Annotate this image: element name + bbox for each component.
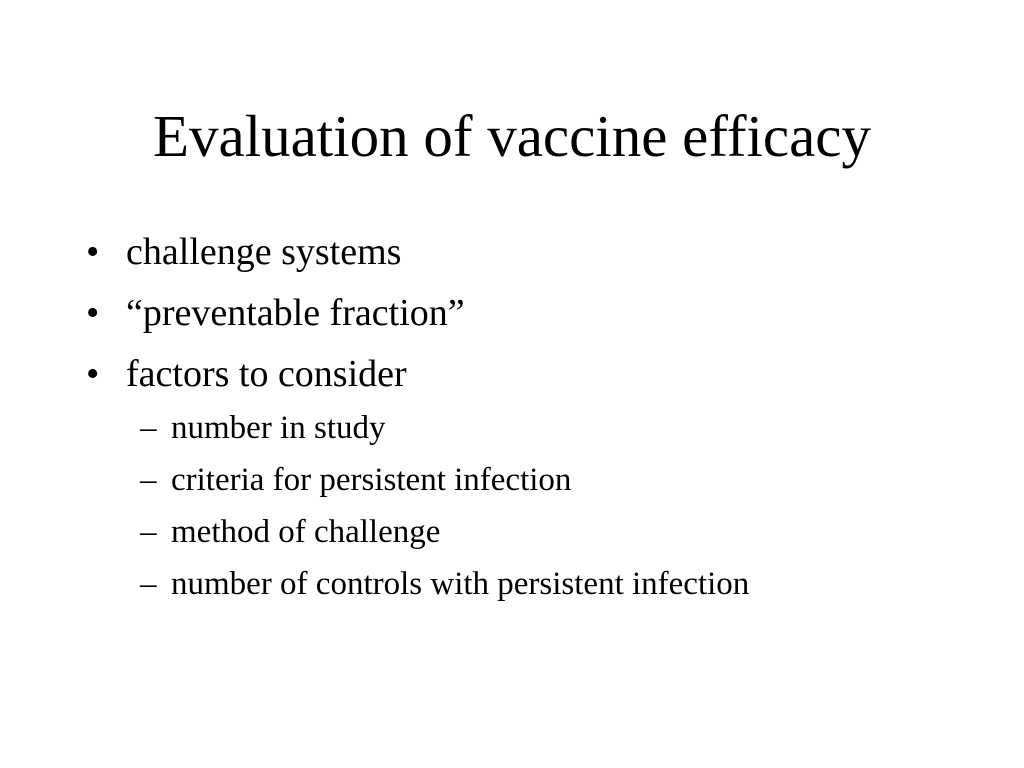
sub-bullet-marker: – xyxy=(140,514,157,550)
sub-bullet-marker: – xyxy=(140,566,157,602)
sub-bullet-item xyxy=(140,506,1000,558)
sub-bullet-item xyxy=(140,454,1000,506)
bullet-marker: • xyxy=(86,292,100,334)
bullet-item xyxy=(86,283,986,344)
sub-bullet-text: criteria for persistent infection xyxy=(171,462,572,498)
sub-bullet-marker: – xyxy=(140,410,157,446)
sub-bullet-item xyxy=(140,402,1000,454)
bullet-marker: • xyxy=(86,353,100,395)
bullet-item xyxy=(86,344,986,405)
bullet-text: factors to consider xyxy=(126,353,407,395)
sub-bullet-text: number of controls with persistent infection xyxy=(171,566,750,602)
slide-title: Evaluation of vaccine efficacy xyxy=(153,103,871,169)
bullet-item xyxy=(86,222,986,283)
sub-bullet-text: number in study xyxy=(171,410,386,446)
bullet-text: “preventable fraction” xyxy=(126,292,465,334)
bullet-marker: • xyxy=(86,231,100,273)
sub-bullet-marker: – xyxy=(140,462,157,498)
sub-bullet-item xyxy=(140,558,1000,610)
bullet-list xyxy=(86,222,986,405)
sub-bullet-text: method of challenge xyxy=(171,514,441,550)
sub-bullet-list xyxy=(140,402,1000,610)
bullet-text: challenge systems xyxy=(126,231,402,273)
